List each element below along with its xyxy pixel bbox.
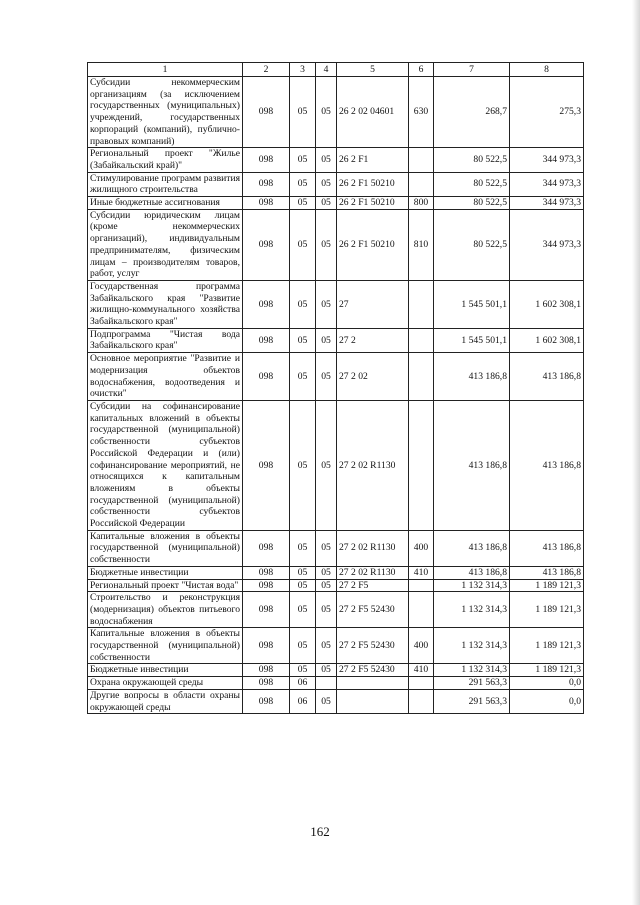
cell-section: 05: [290, 400, 316, 530]
cell-expense-type: [409, 280, 434, 328]
table-row: [88, 172, 584, 196]
cell-amount-1: 80 522,5: [434, 197, 510, 210]
cell-expense-type: 800: [409, 197, 434, 210]
table-row: [88, 77, 584, 148]
row-name: Субсидии юридическим лицам (кроме некоммерческих организаций), индивидуальным предпринимателям, физическим лицам – производителям товаров, работ, услуг: [88, 209, 243, 280]
row-name: Субсидии некоммерческим организациям (за исключением государственных (муниципальных) учреждений, государственных корпораций (компаний), публично-правовых компаний): [88, 77, 243, 148]
cell-target-article: 27 2: [337, 328, 409, 352]
table-row: [88, 209, 584, 280]
cell-target-article: 27 2 02 R1130: [337, 530, 409, 566]
cell-expense-type: 410: [409, 664, 434, 677]
cell-subsection: 05: [316, 197, 337, 210]
cell-ministry: 098: [243, 689, 290, 713]
table-row: [88, 677, 584, 690]
row-name: Государственная программа Забайкальского края "Развитие жилищно-коммунального хозяйства Забайкальского края": [88, 280, 243, 328]
cell-expense-type: [409, 689, 434, 713]
cell-expense-type: 400: [409, 530, 434, 566]
cell-amount-1: 291 563,3: [434, 689, 510, 713]
cell-expense-type: [409, 677, 434, 690]
cell-section: 05: [290, 280, 316, 328]
cell-ministry: 098: [243, 628, 290, 664]
cell-ministry: 098: [243, 566, 290, 579]
row-name: Бюджетные инвестиции: [88, 664, 243, 677]
cell-amount-1: 268,7: [434, 77, 510, 148]
cell-section: 05: [290, 579, 316, 592]
cell-amount-2: 344 973,3: [510, 209, 584, 280]
cell-section: 05: [290, 148, 316, 172]
cell-amount-2: 1 189 121,3: [510, 628, 584, 664]
row-name: Строительство и реконструкция (модернизация) объектов питьевого водоснабжения: [88, 592, 243, 628]
cell-expense-type: [409, 353, 434, 401]
cell-amount-2: 344 973,3: [510, 172, 584, 196]
table-row: [88, 689, 584, 713]
page-number: 162: [310, 824, 330, 839]
cell-target-article: 26 2 F1 50210: [337, 172, 409, 196]
cell-subsection: 05: [316, 353, 337, 401]
cell-subsection: 05: [316, 566, 337, 579]
cell-ministry: 098: [243, 530, 290, 566]
cell-amount-2: 413 186,8: [510, 530, 584, 566]
cell-amount-2: 344 973,3: [510, 148, 584, 172]
cell-amount-1: 291 563,3: [434, 677, 510, 690]
row-name: Охрана окружающей среды: [88, 677, 243, 690]
cell-amount-1: 1 545 501,1: [434, 280, 510, 328]
cell-target-article: 27 2 F5 52430: [337, 664, 409, 677]
cell-amount-1: 413 186,8: [434, 400, 510, 530]
cell-subsection: 05: [316, 592, 337, 628]
header-cell: 2: [243, 63, 290, 77]
page-edge-shadow: [632, 0, 640, 905]
row-name: Подпрограмма "Чистая вода Забайкальского края": [88, 328, 243, 352]
cell-target-article: 26 2 F1: [337, 148, 409, 172]
header-cell: 6: [409, 63, 434, 77]
cell-target-article: 26 2 F1 50210: [337, 197, 409, 210]
header-cell: 1: [88, 63, 243, 77]
cell-section: 05: [290, 566, 316, 579]
cell-ministry: 098: [243, 209, 290, 280]
cell-amount-1: 1 132 314,3: [434, 579, 510, 592]
cell-subsection: 05: [316, 77, 337, 148]
cell-expense-type: [409, 172, 434, 196]
header-cell: 8: [510, 63, 584, 77]
row-name: Капитальные вложения в объекты государственной (муниципальной) собственности: [88, 628, 243, 664]
row-name: Капитальные вложения в объекты государственной (муниципальной) собственности: [88, 530, 243, 566]
cell-amount-1: 413 186,8: [434, 566, 510, 579]
header-cell: 3: [290, 63, 316, 77]
cell-amount-2: 413 186,8: [510, 400, 584, 530]
cell-target-article: 27 2 02: [337, 353, 409, 401]
row-name: Региональный проект "Жилье (Забайкальский край)": [88, 148, 243, 172]
cell-subsection: 05: [316, 280, 337, 328]
table-row: [88, 148, 584, 172]
cell-ministry: 098: [243, 328, 290, 352]
cell-target-article: 26 2 F1 50210: [337, 209, 409, 280]
cell-section: 05: [290, 353, 316, 401]
cell-target-article: [337, 677, 409, 690]
cell-amount-2: 1 602 308,1: [510, 328, 584, 352]
cell-amount-1: 1 132 314,3: [434, 628, 510, 664]
cell-expense-type: 630: [409, 77, 434, 148]
cell-amount-2: 1 189 121,3: [510, 579, 584, 592]
cell-amount-1: 80 522,5: [434, 172, 510, 196]
cell-subsection: 05: [316, 328, 337, 352]
table-row: [88, 664, 584, 677]
table-row: [88, 328, 584, 352]
row-name: Основное мероприятие "Развитие и модернизация объектов водоснабжения, водоотведения и очистки": [88, 353, 243, 401]
table-row: [88, 530, 584, 566]
cell-ministry: 098: [243, 353, 290, 401]
cell-ministry: 098: [243, 579, 290, 592]
table-row: [88, 400, 584, 530]
cell-section: 06: [290, 677, 316, 690]
cell-amount-2: 344 973,3: [510, 197, 584, 210]
table-row: [88, 197, 584, 210]
cell-amount-2: 0,0: [510, 689, 584, 713]
row-name: Региональный проект "Чистая вода": [88, 579, 243, 592]
cell-target-article: 27 2 F5 52430: [337, 592, 409, 628]
table-row: [88, 353, 584, 401]
cell-target-article: [337, 689, 409, 713]
cell-amount-1: 413 186,8: [434, 530, 510, 566]
cell-amount-1: 1 132 314,3: [434, 664, 510, 677]
cell-section: 05: [290, 209, 316, 280]
cell-expense-type: [409, 579, 434, 592]
table-row: [88, 579, 584, 592]
cell-subsection: 05: [316, 579, 337, 592]
cell-amount-2: 413 186,8: [510, 566, 584, 579]
cell-expense-type: [409, 148, 434, 172]
cell-subsection: 05: [316, 148, 337, 172]
cell-subsection: 05: [316, 628, 337, 664]
cell-section: 05: [290, 197, 316, 210]
cell-amount-1: 80 522,5: [434, 209, 510, 280]
row-name: Стимулирование программ развития жилищного строительства: [88, 172, 243, 196]
cell-amount-1: 1 545 501,1: [434, 328, 510, 352]
cell-amount-2: 413 186,8: [510, 353, 584, 401]
table-row: [88, 628, 584, 664]
cell-section: 05: [290, 592, 316, 628]
cell-ministry: 098: [243, 677, 290, 690]
cell-subsection: 05: [316, 689, 337, 713]
table-row: [88, 566, 584, 579]
table-header-row: [88, 63, 584, 77]
cell-subsection: 05: [316, 172, 337, 196]
cell-section: 05: [290, 328, 316, 352]
row-name: Бюджетные инвестиции: [88, 566, 243, 579]
cell-ministry: 098: [243, 172, 290, 196]
cell-amount-2: 1 189 121,3: [510, 592, 584, 628]
cell-expense-type: [409, 328, 434, 352]
row-name: Иные бюджетные ассигнования: [88, 197, 243, 210]
cell-ministry: 098: [243, 148, 290, 172]
cell-ministry: 098: [243, 400, 290, 530]
cell-section: 05: [290, 664, 316, 677]
cell-subsection: 05: [316, 530, 337, 566]
cell-section: 05: [290, 172, 316, 196]
cell-target-article: 27: [337, 280, 409, 328]
cell-subsection: 05: [316, 664, 337, 677]
cell-ministry: 098: [243, 664, 290, 677]
cell-target-article: 27 2 02 R1130: [337, 566, 409, 579]
cell-amount-2: 1 189 121,3: [510, 664, 584, 677]
cell-target-article: 27 2 F5 52430: [337, 628, 409, 664]
table-row: [88, 280, 584, 328]
cell-amount-1: 1 132 314,3: [434, 592, 510, 628]
cell-section: 05: [290, 77, 316, 148]
cell-subsection: 05: [316, 209, 337, 280]
cell-ministry: 098: [243, 197, 290, 210]
cell-expense-type: 400: [409, 628, 434, 664]
cell-amount-1: 413 186,8: [434, 353, 510, 401]
cell-section: 05: [290, 530, 316, 566]
header-cell: 5: [337, 63, 409, 77]
cell-subsection: 05: [316, 400, 337, 530]
cell-expense-type: 810: [409, 209, 434, 280]
cell-amount-2: 0,0: [510, 677, 584, 690]
cell-target-article: 27 2 02 R1130: [337, 400, 409, 530]
cell-ministry: 098: [243, 280, 290, 328]
row-name: Субсидии на софинансирование капитальных вложений в объекты государственной (муниципальной) собственности субъектов Российской Федерации и (или) софинансирование мероприятий, не относящихся к капитальным вложениям в объекты государственной (муниципальной) собственности субъектов Российской Федерации: [88, 400, 243, 530]
cell-subsection: [316, 677, 337, 690]
header-cell: 4: [316, 63, 337, 77]
cell-expense-type: [409, 400, 434, 530]
cell-ministry: 098: [243, 592, 290, 628]
cell-amount-1: 80 522,5: [434, 148, 510, 172]
cell-amount-2: 275,3: [510, 77, 584, 148]
cell-target-article: 27 2 F5: [337, 579, 409, 592]
cell-section: 05: [290, 628, 316, 664]
row-name: Другие вопросы в области охраны окружающей среды: [88, 689, 243, 713]
cell-amount-2: 1 602 308,1: [510, 280, 584, 328]
cell-expense-type: [409, 592, 434, 628]
cell-ministry: 098: [243, 77, 290, 148]
header-cell: 7: [434, 63, 510, 77]
cell-expense-type: 410: [409, 566, 434, 579]
table-row: [88, 592, 584, 628]
cell-target-article: 26 2 02 04601: [337, 77, 409, 148]
budget-table: [87, 62, 584, 714]
cell-section: 06: [290, 689, 316, 713]
